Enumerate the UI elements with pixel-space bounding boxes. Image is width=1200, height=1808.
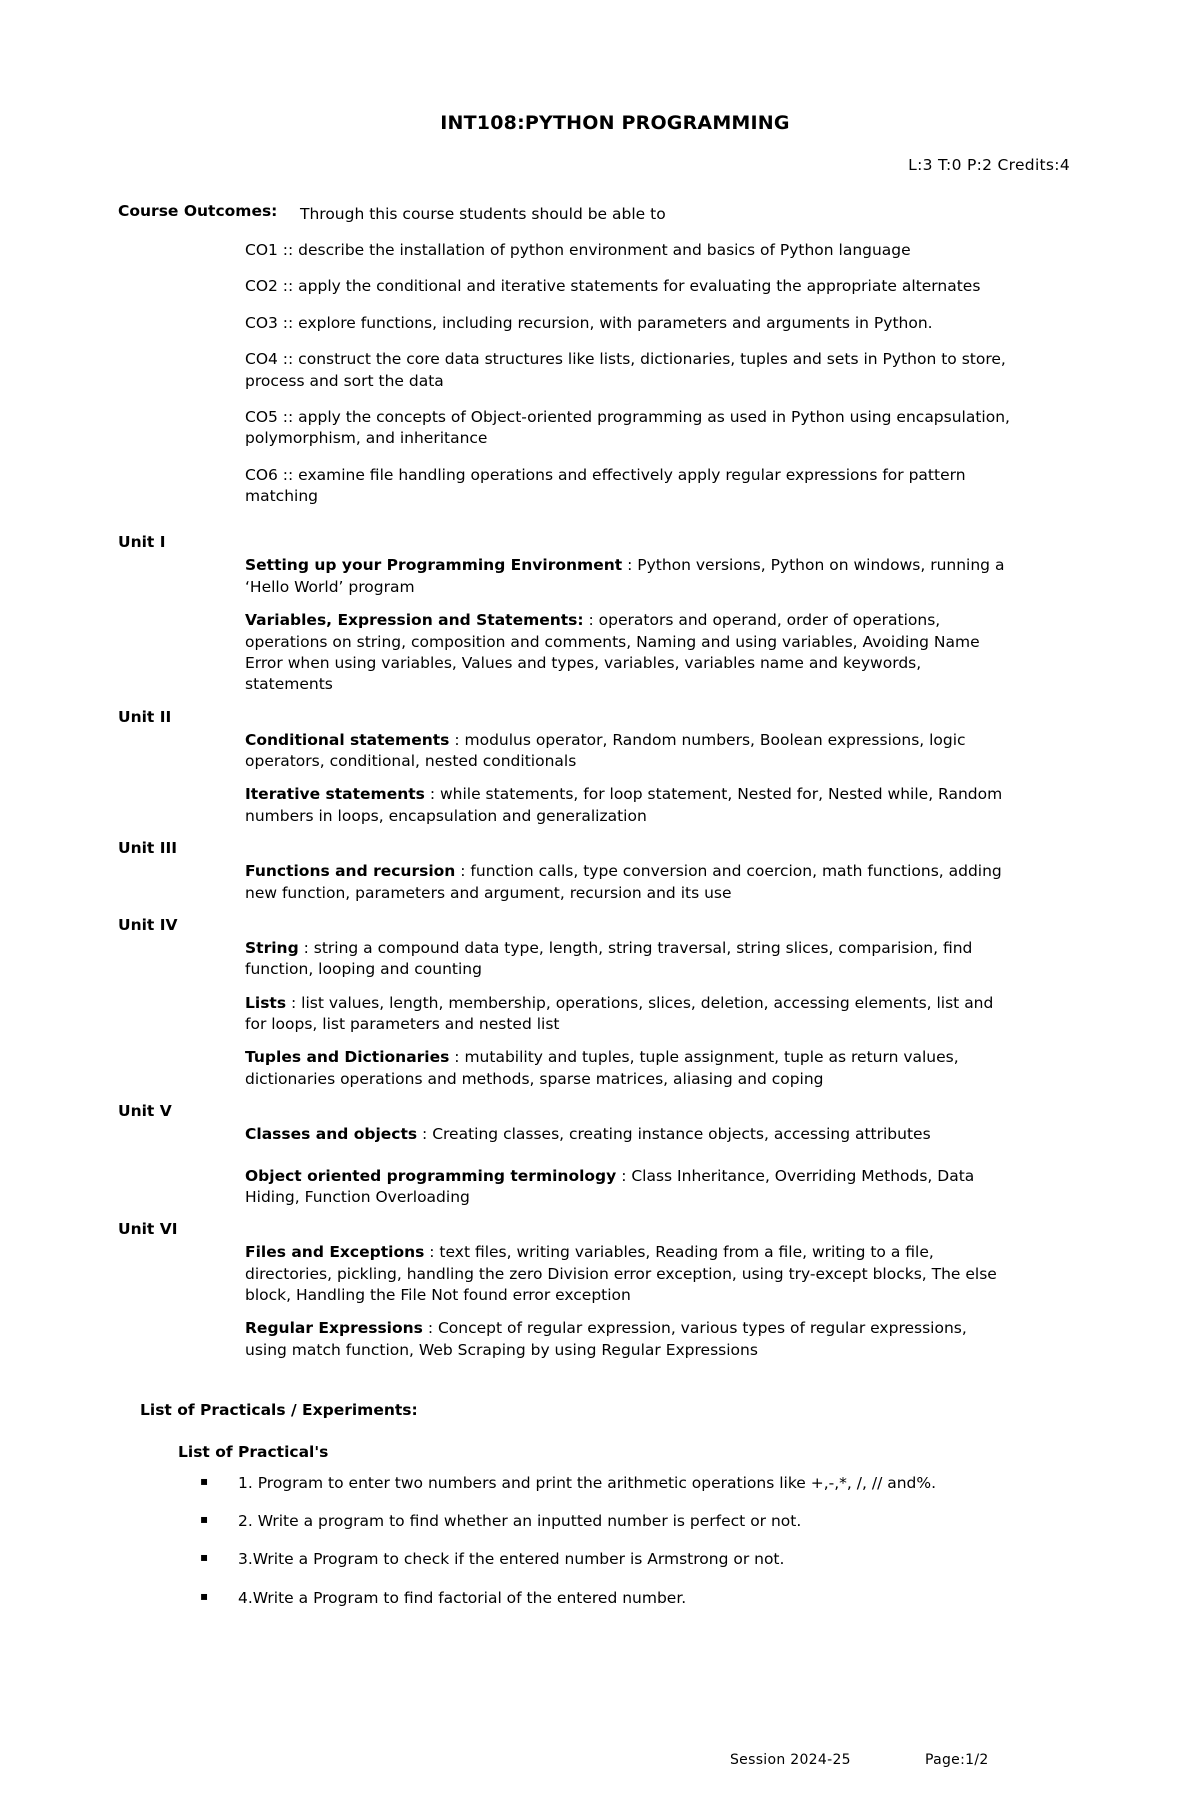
unit-topic (245, 1124, 1010, 1145)
unit-label: Unit VI (118, 1220, 178, 1239)
bullet-icon: ▪ (200, 1474, 209, 1489)
unit-topic-text: : Creating classes, creating instance objects, accessing attributes (417, 1125, 931, 1144)
unit-topic (245, 1047, 1010, 1090)
unit-topic-text: : string a compound data type, length, string traversal, string slices, comparision, find function, looping and counting (245, 938, 973, 979)
list-item (200, 1473, 1200, 1493)
unit-topic-name: Lists (245, 993, 287, 1012)
unit-body (245, 533, 1010, 695)
unit-body (245, 1220, 1010, 1361)
unit-topic-text: : function calls, type conversion and coercion, math functions, adding new function, parameters and argument, recursion and its use (245, 862, 1002, 902)
list-item (200, 1588, 1200, 1608)
credits-line: L:3 T:0 P:2 Credits:4 (908, 156, 1070, 174)
unit-body (245, 708, 1010, 828)
units-section (0, 533, 1200, 1361)
unit-label: Unit III (118, 839, 178, 858)
unit-label: Unit I (118, 533, 166, 552)
course-outcome-item: CO6 :: examine file handling operations and effectively apply regular expressions for pattern matching (245, 465, 966, 505)
course-outcomes-heading: Course Outcomes: (118, 202, 278, 220)
list-item-label: 2. Write a program to find whether an inputted number is perfect or not. (238, 1512, 802, 1531)
unit-block (0, 916, 1200, 1090)
unit-topic (245, 861, 1010, 904)
unit-topic-name: Files and Exceptions (245, 1243, 425, 1262)
unit-topic-text: : mutability and tuples, tuple assignment, tuple as return values, dictionaries operations and methods, sparse matrices, aliasing and coping (245, 1048, 959, 1088)
unit-topic-name: Classes and objects (245, 1125, 418, 1144)
list-item (200, 1549, 1200, 1569)
unit-topic (245, 1242, 1010, 1306)
bullet-icon: ▪ (200, 1512, 209, 1527)
unit-topic-text: : Python versions, Python on windows, running a ‘Hello World’ program (245, 556, 1005, 596)
unit-body (245, 916, 1010, 1090)
course-outcomes-list (245, 240, 1020, 507)
practicals-heading: List of Practicals / Experiments: (140, 1401, 418, 1420)
unit-block (0, 708, 1200, 828)
unit-topic-name: Setting up your Programming Environment (245, 556, 623, 575)
unit-topic-text: : text files, writing variables, Reading from a file, writing to a file, directories, pickling, handling the zero Division error exception, using try-except blocks, The else block, Handling the File Not found error exception (245, 1243, 997, 1304)
bullet-icon: ▪ (200, 1550, 209, 1565)
footer-session: Session 2024-25 (730, 1752, 851, 1768)
unit-topic (245, 610, 1010, 696)
course-outcomes-intro: Through this course students should be able to (300, 205, 666, 223)
unit-topic (245, 555, 1010, 598)
list-item-label: 4.Write a Program to find factorial of the entered number. (238, 1588, 687, 1607)
course-outcome-item: CO3 :: explore functions, including recursion, with parameters and arguments in Python. (245, 313, 933, 332)
list-item-label: 1. Program to enter two numbers and print the arithmetic operations like +,-,*, /, // and%. (238, 1474, 937, 1493)
course-outcome-item: CO2 :: apply the conditional and iterative statements for evaluating the appropriate alternates (245, 277, 981, 296)
unit-topic-text: : operators and operand, order of operations, operations on string, composition and comments, Naming and using variables, Avoiding Name Error when using variables, Values and types, variables, variables name and keywords, statements (245, 611, 980, 694)
unit-block (0, 533, 1200, 695)
unit-block (0, 1102, 1200, 1208)
unit-topic-name: Iterative statements (245, 785, 425, 804)
unit-topic (245, 730, 1010, 773)
unit-label: Unit V (118, 1102, 172, 1121)
page-title: INT108:PYTHON PROGRAMMING (440, 112, 790, 134)
unit-topic (245, 993, 1010, 1036)
unit-topic-text: : modulus operator, Random numbers, Boolean expressions, logic operators, conditional, nested conditionals (245, 730, 966, 770)
unit-topic (245, 1166, 1010, 1209)
unit-topic-name: Regular Expressions (245, 1319, 423, 1338)
unit-topic (245, 1318, 1010, 1361)
unit-label: Unit II (118, 707, 172, 726)
list-item (200, 1511, 1200, 1531)
unit-label: Unit IV (118, 915, 178, 934)
unit-topic-name: String (245, 938, 299, 957)
unit-topic-name: Functions and recursion (245, 862, 456, 881)
unit-topic-text: : Class Inheritance, Overriding Methods, Data Hiding, Function Overloading (245, 1166, 975, 1206)
unit-topic-name: Variables, Expression and Statements: (245, 611, 584, 630)
unit-topic-name: Tuples and Dictionaries (245, 1048, 450, 1067)
unit-body (245, 1102, 1010, 1208)
unit-topic-name: Conditional statements (245, 730, 450, 749)
unit-topic-text: : Concept of regular expression, various types of regular expressions, using match function, Web Scraping by using Regular Expressions (245, 1319, 967, 1359)
document-page (0, 112, 1200, 1808)
bullet-icon: ▪ (200, 1588, 209, 1603)
unit-topic-text: : while statements, for loop statement, Nested for, Nested while, Random numbers in loops, encapsulation and generalization (245, 785, 1003, 825)
unit-topic-name: Object oriented programming terminology (245, 1166, 617, 1185)
course-outcome-item: CO1 :: describe the installation of python environment and basics of Python language (245, 241, 911, 259)
course-outcome-item: CO5 :: apply the concepts of Object-oriented programming as used in Python using encapsulation, polymorphism, and inheritance (245, 407, 1010, 448)
course-outcomes-section (0, 202, 1200, 507)
course-outcome-item: CO4 :: construct the core data structures like lists, dictionaries, tuples and sets in Python to store, process and sort the data (245, 350, 1006, 390)
unit-block (0, 1220, 1200, 1361)
unit-body (245, 839, 1010, 904)
unit-topic (245, 938, 1010, 981)
list-item-label: 3.Write a Program to check if the entered number is Armstrong or not. (238, 1550, 785, 1569)
footer-page-number: Page:1/2 (925, 1752, 989, 1768)
unit-topic (245, 784, 1010, 827)
unit-topic-text: : list values, length, membership, operations, slices, deletion, accessing elements, list and for loops, list parameters and nested list (245, 993, 994, 1033)
practicals-subheading: List of Practical's (178, 1443, 329, 1462)
practicals-list (200, 1473, 1200, 1608)
unit-block (0, 839, 1200, 904)
